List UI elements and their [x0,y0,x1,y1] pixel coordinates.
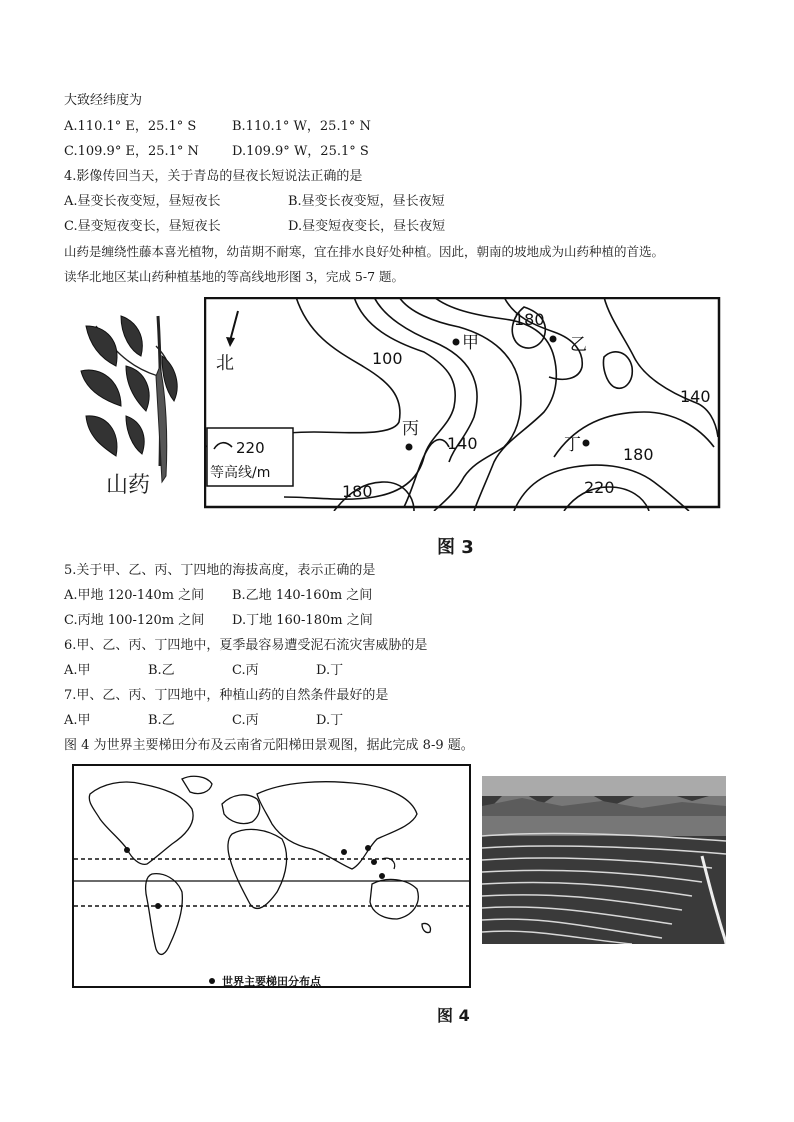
contour-value-label: 140 [680,387,711,406]
point-bing-label: 丙 [402,419,419,439]
option-q6-c: C.丙 [232,663,259,678]
option-q3-b: B.110.1° W，25.1° N [232,119,371,134]
option-q5-c: C.丙地 100-120m 之间 [64,613,205,628]
option-q4-a: A.昼变长夜变短，昼短夜长 [64,194,221,209]
map-legend-label: 世界主要梯田分布点 [222,975,321,988]
option-q4-d: D.昼变短夜变长，昼长夜短 [288,219,446,234]
yuanyang-terrace-photo [482,776,726,944]
option-q3-c: C.109.9° E，25.1° N [64,144,199,159]
question-4-stem: 4.影像传回当天，关于青岛的昼夜长短说法正确的是 [64,169,363,184]
point-jia-label: 甲 [462,333,479,353]
option-q6-b: B.乙 [148,663,175,678]
option-q7-d: D.丁 [316,713,344,728]
option-q6-d: D.丁 [316,663,344,678]
point-yi-label: 乙 [570,335,587,355]
option-q7-a: A.甲 [64,713,91,728]
option-q4-c: C.昼变短夜变长，昼短夜长 [64,219,221,234]
figure-caption: 图 4 [437,1006,470,1025]
contour-map [204,297,722,511]
option-q3-a: A.110.1° E，25.1° S [64,119,197,134]
passage-line: 读华北地区某山药种植基地的等高线地形图 3，完成 5-7 题。 [64,269,405,284]
contour-value-label: 140 [447,434,478,453]
passage-line: 山药是缠绕性藤本喜光植物，幼苗期不耐寒，宜在排水良好处种植。因此，朝南的坡地成为山药种植的首选。 [64,244,665,259]
yam-plant-illustration [66,306,186,502]
contour-value-label: 100 [372,349,403,368]
contour-value-label: 180 [514,310,545,329]
question-6-stem: 6.甲、乙、丙、丁四地中，夏季最容易遭受泥石流灾害威胁的是 [64,638,428,653]
option-q7-c: C.丙 [232,713,259,728]
option-q5-a: A.甲地 120-140m 之间 [64,588,205,603]
question-5-stem: 5.关于甲、乙、丙、丁四地的海拔高度，表示正确的是 [64,563,376,578]
option-q5-b: B.乙地 140-160m 之间 [232,588,373,603]
option-q3-d: D.109.9° W，25.1° S [232,144,369,159]
north-label: 北 [216,353,234,374]
world-terrace-map [72,764,472,994]
figure-caption: 图 3 [437,537,474,558]
terrace-point-legend-icon [209,978,215,984]
option-q4-b: B.昼变长夜变短，昼长夜短 [288,194,445,209]
contour-value-label: 180 [623,445,654,464]
legend-value: 220 [236,439,265,457]
legend-unit: 等高线/m [210,465,271,481]
option-q7-b: B.乙 [148,713,175,728]
question-7-stem: 7.甲、乙、丙、丁四地中，种植山药的自然条件最好的是 [64,688,389,703]
contour-value-label: 220 [584,478,615,497]
contour-value-label: 180 [342,482,373,501]
point-ding-label: 丁 [564,435,581,455]
option-q6-a: A.甲 [64,663,91,678]
option-q5-d: D.丁地 160-180m 之间 [232,613,373,628]
plant-label: 山药 [106,473,151,498]
text-line: 大致经纬度为 [64,93,143,108]
figure-4-intro: 图 4 为世界主要梯田分布及云南省元阳梯田景观图，据此完成 8-9 题。 [64,738,474,753]
